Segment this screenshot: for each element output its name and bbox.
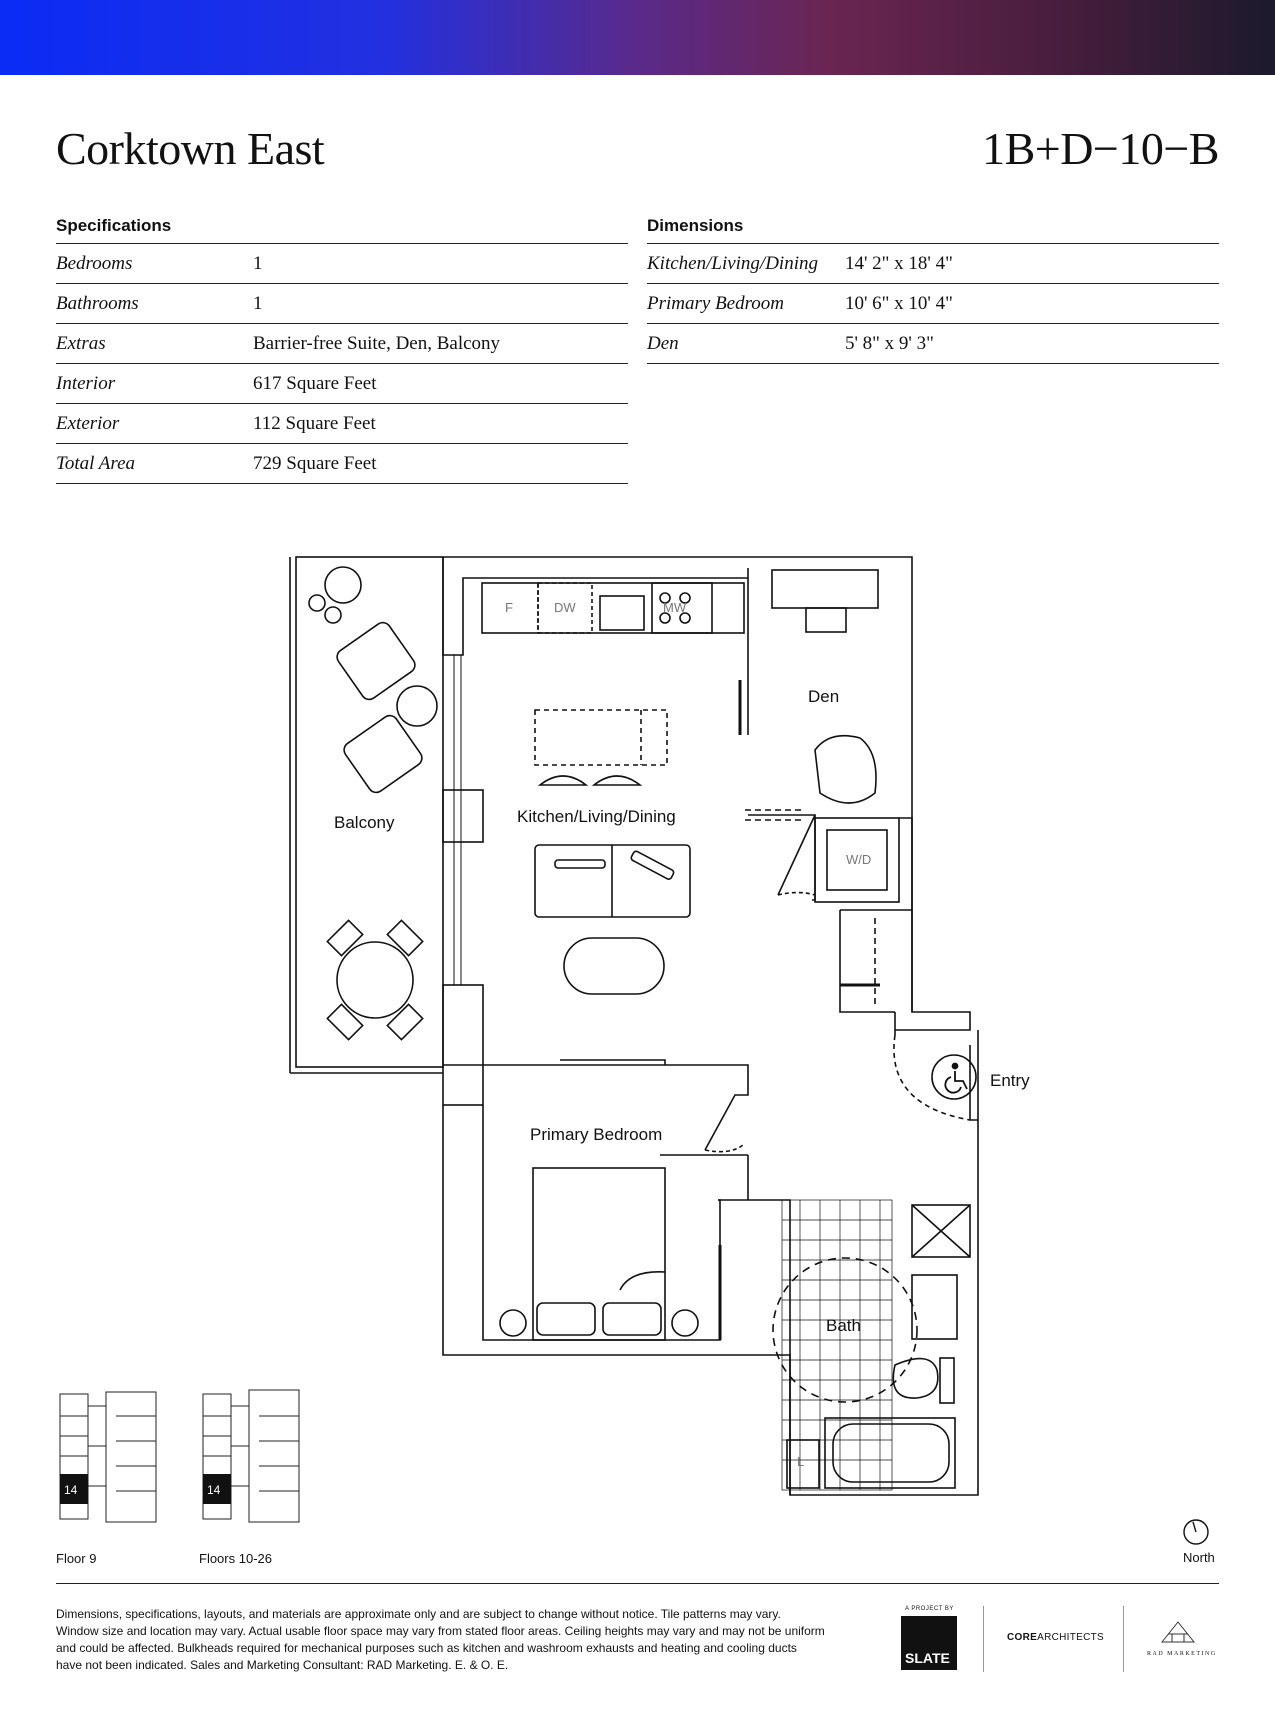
dim-label: Den [647, 332, 679, 354]
spec-label: Exterior [56, 412, 120, 434]
slate-logo-text: SLATE [905, 1650, 950, 1666]
room-label-den: Den [808, 687, 840, 706]
dim-row-bedroom [647, 284, 1219, 324]
spec-label: Bathrooms [56, 292, 139, 314]
dim-value: 10' 6" x 10' 4" [845, 292, 953, 314]
key-plan-label-floor-9: Floor 9 [56, 1551, 97, 1566]
north-arrow-icon [1182, 1518, 1210, 1546]
dim-value: 5' 8" x 9' 3" [845, 332, 934, 354]
dim-row-den [647, 324, 1219, 364]
spec-value: 729 Square Feet [253, 452, 377, 474]
key-plan-unit-number: 14 [64, 1483, 78, 1497]
dimensions-heading: Dimensions [647, 214, 1219, 244]
spec-value: Barrier-free Suite, Den, Balcony [253, 332, 501, 354]
spec-label: Extras [56, 332, 106, 354]
footer-rule [56, 1583, 1219, 1584]
floor-plan [280, 545, 1030, 1505]
appliance-washer-dryer-label: W/D [846, 852, 872, 867]
north-label: North [1183, 1550, 1215, 1565]
spec-row-bedrooms [56, 244, 628, 284]
key-plan-floors-10-26 [199, 1386, 303, 1534]
gradient-header-bar [0, 0, 1275, 75]
appliance-microwave-label: MW [663, 600, 687, 615]
spec-row-extras [56, 324, 628, 364]
specifications-heading: Specifications [56, 214, 628, 244]
spec-value: 1 [253, 292, 263, 314]
spec-value: 112 Square Feet [253, 412, 376, 434]
core-architects-logo [1007, 1632, 1104, 1643]
spec-row-exterior [56, 404, 628, 444]
project-title: Corktown East [56, 123, 325, 174]
spec-row-total-area [56, 444, 628, 484]
dim-label: Primary Bedroom [647, 292, 785, 314]
spec-label: Interior [56, 372, 116, 394]
wheelchair-icon [945, 1064, 967, 1093]
room-label-kitchen: Kitchen/Living/Dining [517, 807, 676, 826]
dim-label: Kitchen/Living/Dining [647, 252, 818, 274]
room-label-balcony: Balcony [334, 813, 395, 832]
dim-row-kitchen [647, 244, 1219, 284]
spec-label: Bedrooms [56, 252, 133, 274]
rad-marketing-text: RAD MARKETING [1147, 1651, 1217, 1657]
linen-closet-label: L [797, 1454, 805, 1469]
divider [1123, 1606, 1124, 1672]
spec-label: Total Area [56, 452, 136, 474]
unit-code: 1B+D−10−B [982, 123, 1219, 174]
rad-marketing-logo-icon [1158, 1618, 1198, 1646]
dim-value: 14' 2" x 18' 4" [845, 252, 953, 274]
appliance-dishwasher-label: DW [554, 600, 576, 615]
core-logo-bold: CORE [1007, 1632, 1038, 1643]
key-plan-floor-9 [56, 1386, 160, 1534]
spec-value: 1 [253, 252, 263, 274]
divider [983, 1606, 984, 1672]
spec-row-interior [56, 364, 628, 404]
appliance-fridge-label: F [505, 600, 513, 615]
dimensions-table [647, 214, 1219, 364]
balcony-outline [296, 557, 443, 1067]
room-label-bath: Bath [826, 1316, 861, 1335]
room-label-entry: Entry [990, 1071, 1030, 1090]
key-plan-label-floors-10-26: Floors 10-26 [199, 1551, 272, 1566]
slate-logo [901, 1616, 957, 1670]
spec-value: 617 Square Feet [253, 372, 377, 394]
specifications-table [56, 214, 628, 484]
disclaimer-text: Dimensions, specifications, layouts, and materials are approximate only and are subject to change without notice. Tile patterns may vary. Window size and location may vary. Actual usable floor space may vary from stated floor areas. Ceiling heights may vary and may not be uniform and could be affected. Bulkheads required for mechanical purposes such as kitchen and washroom exhausts and heating and cooling ducts have not been indicated. Sales and Marketing Consultant: RAD Marketing. E. & O. E. [56, 1607, 825, 1672]
room-label-bedroom: Primary Bedroom [530, 1125, 663, 1144]
core-logo-rest: ARCHITECTS [1037, 1632, 1104, 1643]
spec-row-bathrooms [56, 284, 628, 324]
key-plan-unit-number: 14 [207, 1483, 221, 1497]
project-by-label: A PROJECT BY [905, 1606, 954, 1612]
